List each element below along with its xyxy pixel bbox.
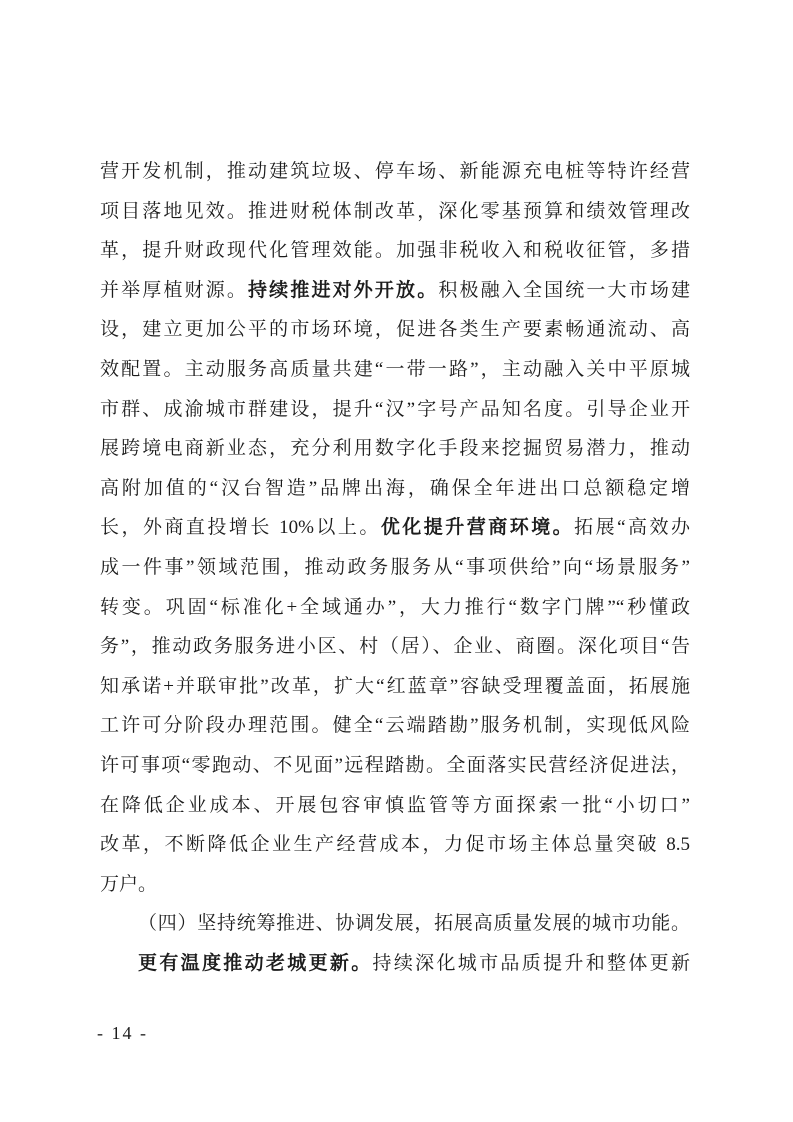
text-run: 并举厚植财源。 bbox=[100, 279, 249, 301]
emphasis-text-run: 优化提升营商环境。 bbox=[380, 517, 575, 539]
text-run: 知承诺+并联审批”改革，扩大“红蓝章”容缺受理覆盖面，拓展施 bbox=[100, 675, 690, 697]
text-line bbox=[100, 944, 690, 984]
text-line bbox=[100, 548, 690, 588]
text-run: 改革，不断降低企业生产经营成本，力促市场主体总量突破 8.5 bbox=[100, 834, 690, 856]
text-line bbox=[100, 667, 690, 707]
text-line bbox=[100, 152, 690, 192]
text-run: 营开发机制，推动建筑垃圾、停车场、新能源充电桩等特许经营 bbox=[100, 161, 690, 182]
text-line bbox=[100, 825, 690, 865]
text-line bbox=[100, 429, 690, 469]
text-run: 革，提升财政现代化管理效能。加强非税收入和税收征管，多措 bbox=[100, 240, 690, 262]
text-line bbox=[100, 390, 690, 430]
text-line bbox=[100, 310, 690, 350]
document-text bbox=[100, 152, 690, 983]
text-run: 万户。 bbox=[100, 873, 158, 895]
text-run: 市群、成渝城市群建设，提升“汉”字号产品知名度。引导企业开 bbox=[100, 398, 690, 420]
text-line bbox=[100, 706, 690, 746]
text-line bbox=[100, 786, 690, 826]
text-run: （四）坚持统筹推进、协调发展，拓展高质量发展的城市功能。 bbox=[138, 913, 690, 935]
text-run: 效配置。主动服务高质量共建“一带一路”，主动融入关中平原城 bbox=[100, 358, 690, 380]
text-run: 设，建立更加公平的市场环境，促进各类生产要素畅通流动、高 bbox=[100, 319, 690, 341]
page-number: - 14 - bbox=[97, 1023, 148, 1043]
text-line bbox=[100, 192, 690, 232]
text-line bbox=[100, 904, 690, 944]
emphasis-text-run: 持续推进对外开放。 bbox=[248, 279, 439, 301]
text-run: 许可事项“零跑动、不见面”远程踏勘。全面落实民营经济促进法， bbox=[100, 754, 690, 776]
text-run: 持续深化城市品质提升和整体更新 bbox=[372, 952, 690, 974]
text-run: 务”，推动政务服务进小区、村（居）、企业、商圈。深化项目“告 bbox=[100, 636, 690, 658]
text-run: 拓展“高效办 bbox=[574, 517, 690, 539]
text-line bbox=[100, 746, 690, 786]
text-line bbox=[100, 627, 690, 667]
text-line bbox=[100, 588, 690, 628]
text-run: 展跨境电商新业态，充分利用数字化手段来挖掘贸易潜力，推动 bbox=[100, 438, 690, 460]
text-run: 项目落地见效。推进财税体制改革，深化零基预算和绩效管理改 bbox=[100, 200, 690, 222]
text-run: 工许可分阶段办理范围。健全“云端踏勘”服务机制，实现低风险 bbox=[100, 715, 690, 737]
text-line bbox=[100, 350, 690, 390]
text-line bbox=[100, 865, 690, 905]
text-line bbox=[100, 508, 690, 548]
text-run: 在降低企业成本、开展包容审慎监管等方面探索一批“小切口” bbox=[100, 794, 690, 816]
text-line bbox=[100, 231, 690, 271]
text-line bbox=[100, 271, 690, 311]
text-run: 积极融入全国统一大市场建 bbox=[438, 279, 690, 301]
text-run: 长，外商直投增长 10%以上。 bbox=[100, 517, 381, 539]
text-run: 转变。巩固“标准化+全域通办”，大力推行“数字门牌”“秒懂政 bbox=[100, 596, 690, 618]
emphasis-text-run: 更有温度推动老城更新。 bbox=[138, 952, 373, 974]
text-run: 高附加值的“汉台智造”品牌出海，确保全年进出口总额稳定增 bbox=[100, 477, 690, 499]
text-run: 成一件事”领域范围，推动政务服务从“事项供给”向“场景服务” bbox=[100, 556, 690, 578]
text-line bbox=[100, 469, 690, 509]
